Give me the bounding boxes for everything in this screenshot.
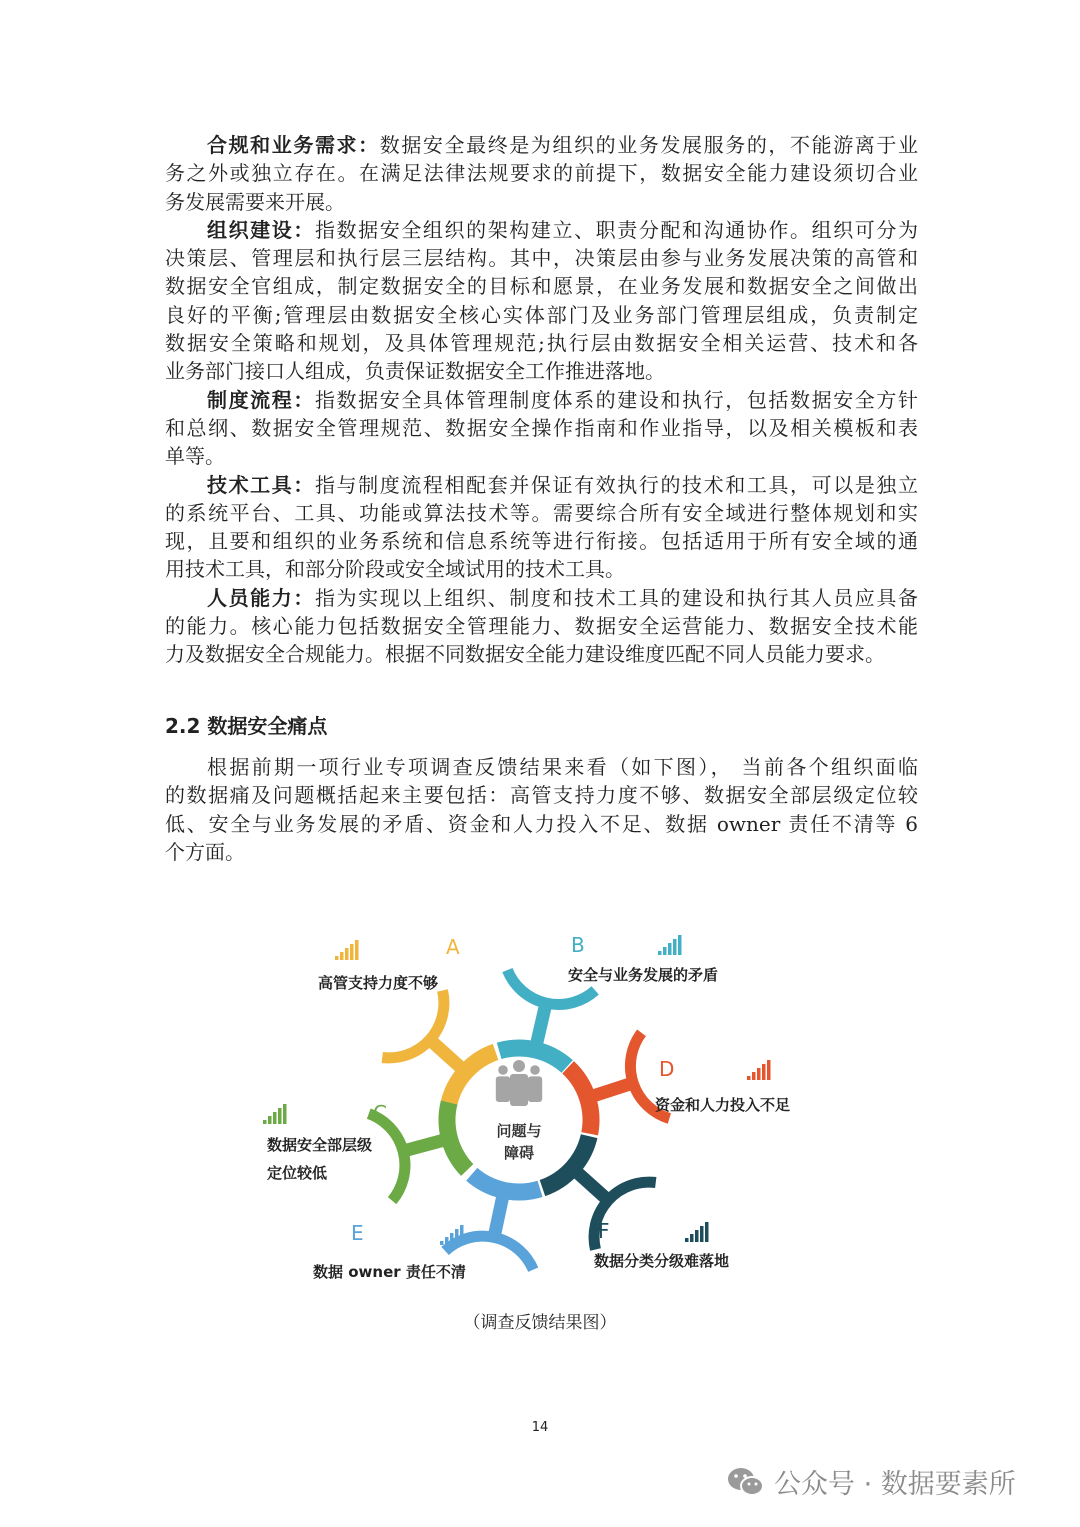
segment-label: 数据 owner 责任不清	[313, 1263, 466, 1281]
segment-letter: C	[373, 1101, 387, 1125]
connector	[595, 1082, 635, 1095]
text-line: 个方面。	[165, 839, 245, 864]
inner-arc	[568, 1067, 591, 1133]
text-line	[165, 612, 918, 640]
people-icon	[496, 1060, 542, 1106]
segment-f	[542, 1136, 729, 1270]
inner-arc	[449, 1052, 496, 1104]
signal-bars-icon	[440, 1225, 464, 1245]
text-line	[165, 499, 918, 527]
inner-arc	[542, 1136, 589, 1188]
text-line	[165, 357, 918, 385]
line-text: 数据安全策略和规划，及具体管理规范;执行层由数据安全相关运营、技术和各	[165, 331, 918, 356]
signal-bars-icon	[685, 1222, 709, 1242]
connector	[494, 1198, 503, 1239]
segment-e	[313, 1174, 540, 1281]
segment-label: 安全与业务发展的矛盾	[568, 966, 719, 984]
connector	[428, 1038, 459, 1066]
text-line	[165, 131, 918, 159]
line-text: 的系统平台、工具、功能或算法技术等。需要综合所有安全域进行整体规划和实	[165, 500, 918, 525]
paragraph-lead: 制度流程：	[207, 387, 315, 412]
line-text: 单等。	[165, 444, 225, 469]
section-paragraph	[165, 753, 918, 866]
segment-letter: B	[571, 933, 585, 957]
text-line	[165, 386, 918, 414]
outer-cup	[507, 970, 595, 1004]
text-line	[165, 188, 918, 216]
paragraph	[165, 216, 918, 386]
paragraph-lead: 合规和业务需求：	[207, 133, 380, 157]
text-line	[165, 471, 918, 499]
page-number: 14	[531, 1420, 549, 1435]
signal-bars-icon	[658, 935, 682, 955]
paragraph-lead: 技术工具：	[207, 472, 315, 497]
text-line: 根据前期一项行业专项调查反馈结果来看（如下图）， 当前各个组织面临	[207, 755, 918, 779]
segment-label: 数据安全部层级	[267, 1136, 373, 1154]
segment-a	[318, 935, 496, 1104]
paragraph	[165, 584, 918, 669]
segment-label: 高管支持力度不够	[318, 974, 439, 992]
segment-d	[568, 1033, 790, 1134]
text-line	[165, 159, 918, 187]
inner-arc	[499, 1048, 567, 1066]
signal-bars-icon	[747, 1060, 771, 1080]
segment-letter: F	[598, 1219, 610, 1243]
outer-cup	[369, 1114, 405, 1201]
text-line	[165, 329, 918, 357]
connector	[578, 1174, 609, 1202]
inner-arc	[447, 1103, 467, 1170]
outer-cup	[594, 1182, 656, 1249]
signal-bars-icon	[263, 1104, 287, 1124]
line-text: 指数据安全组织的架构建立、职责分配和沟通协作。组织可分为	[314, 217, 918, 242]
outer-cup	[630, 1033, 669, 1119]
line-text: 和总纲、数据安全管理规范、数据安全操作指南和作业指导，以及相关模板和表	[165, 415, 918, 440]
inner-arc	[472, 1174, 540, 1192]
line-text: 的能力。核心能力包括数据安全管理能力、数据安全运营能力、数据安全技术能	[165, 614, 918, 639]
text-line: 的数据痛及问题概括起来主要包括：高管支持力度不够、数据安全部层级定位较	[165, 783, 918, 808]
segment-c	[263, 1101, 467, 1201]
text-line	[165, 584, 918, 612]
line-text: 务之外或独立存在。在满足法律法规要求的前提下，数据安全能力建设须切合业	[165, 161, 918, 186]
text-line	[165, 640, 918, 668]
text-line	[165, 442, 918, 470]
line-text: 业务部门接口人组成，负责保证数据安全工作推进落地。	[165, 359, 665, 384]
text-line	[165, 272, 918, 300]
line-text: 数据安全官组成，制定数据安全的目标和愿景，在业务发展和数据安全之间做出	[165, 274, 918, 299]
wechat-icon	[726, 1466, 766, 1498]
line-text: 指与制度流程相配套并保证有效执行的技术和工具，可以是独立	[314, 472, 918, 497]
watermark	[726, 1462, 1016, 1501]
text-line	[165, 244, 918, 272]
line-text: 务发展需要来开展。	[165, 189, 345, 214]
paragraph	[165, 131, 918, 216]
section-heading: 2.2 数据安全痛点	[165, 714, 328, 738]
segment-label: 数据分类分级难落地	[594, 1252, 730, 1270]
center-label: 障碍	[503, 1144, 535, 1162]
line-text: 良好的平衡;管理层由数据安全核心实体部门及业务部门管理层组成，负责制定	[165, 302, 918, 327]
connector	[401, 1141, 442, 1152]
paragraph-lead: 人员能力：	[207, 585, 315, 610]
paragraph	[165, 471, 918, 584]
segment-label: 资金和人力投入不足	[655, 1096, 791, 1114]
paragraph	[165, 386, 918, 471]
segment-label: 定位较低	[267, 1164, 328, 1182]
text-line	[165, 301, 918, 329]
line-text: 决策层、管理层和执行层三层结构。其中，决策层由参与业务发展决策的高管和	[165, 246, 918, 271]
segment-letter: D	[659, 1057, 675, 1081]
text-line	[165, 555, 918, 583]
connector	[537, 1001, 546, 1042]
line-text: 数据安全最终是为组织的业务发展服务的，不能游离于业	[379, 133, 918, 157]
line-text: 现，且要和组织的业务系统和信息系统等进行衔接。包括适用于所有安全域的通	[165, 529, 918, 554]
outer-cup	[445, 1236, 533, 1270]
segment-letter: A	[446, 935, 460, 959]
center-label: 问题与	[496, 1122, 542, 1140]
signal-bars-icon	[335, 940, 359, 960]
segment-letter: E	[351, 1221, 364, 1245]
paragraph-lead: 组织建设：	[207, 217, 315, 242]
segment-b	[499, 933, 718, 1066]
watermark-text: 公众号 · 数据要素所	[774, 1469, 1016, 1500]
line-text: 用技术工具，和部分阶段或安全域试用的技术工具。	[165, 557, 625, 582]
text-line	[165, 414, 918, 442]
text-line	[165, 216, 918, 244]
line-text: 指数据安全具体管理制度体系的建设和执行，包括数据安全方针	[314, 387, 918, 412]
figure-caption: （调查反馈结果图）	[463, 1313, 617, 1333]
text-line	[165, 527, 918, 555]
outer-cup	[382, 991, 444, 1058]
text-line: 低、安全与业务发展的矛盾、资金和人力投入不足、数据 owner 责任不清等 6	[165, 811, 918, 836]
line-text: 力及数据安全合规能力。根据不同数据安全能力建设维度匹配不同人员能力要求。	[165, 642, 885, 667]
line-text: 指为实现以上组织、制度和技术工具的建设和执行其人员应具备	[314, 585, 918, 610]
